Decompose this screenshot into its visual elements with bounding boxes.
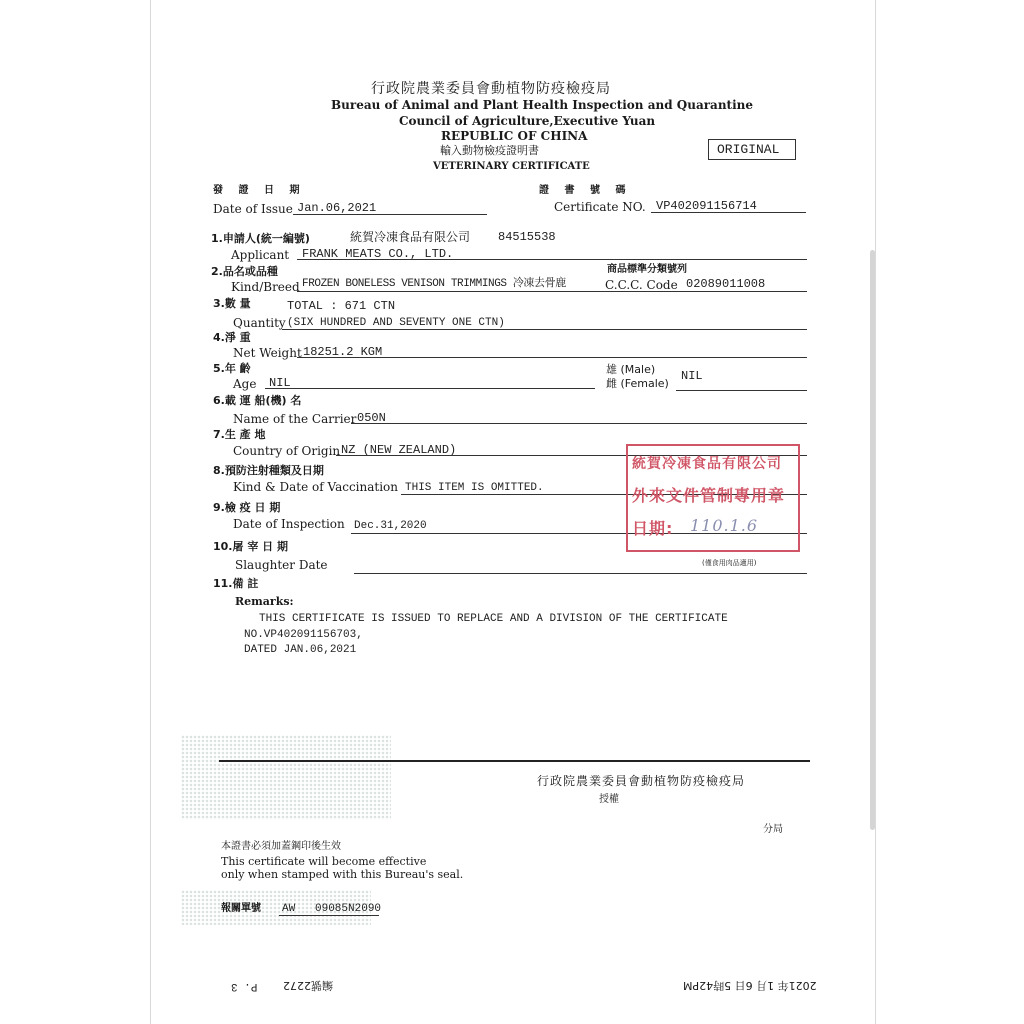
date-of-issue-label-zh: 發 證 日 期 [213,185,306,196]
kind-value: FROZEN BONELESS VENISON TRIMMINGS 冷凍去骨鹿 [302,278,566,290]
stamp-date-handwritten: 110.1.6 [690,516,759,535]
applicant-label-zh: 1.申請人(統一編號) [211,232,310,245]
agency-title-en: Bureau of Animal and Plant Health Inspection and Quarantine [331,98,754,112]
net-weight-value: 18251.2 KGM [303,345,383,359]
country-name: REPUBLIC OF CHINA [441,129,588,143]
footer-authorized: 授權 [599,794,619,805]
origin-label: Country of Origin [233,444,341,458]
fax-timestamp: 2021年 1月 6日 5時42PM [683,979,817,992]
slaughter-note: (僅食用肉品適用) [702,559,757,567]
remarks-line-1: THIS CERTIFICATE IS ISSUED TO REPLACE AND A DIVISION OF THE CERTIFICATE [259,613,728,625]
age-value: NIL [269,376,291,390]
inspection-value: Dec.31,2020 [354,520,427,532]
female-label: 雌 (Female) [606,377,669,390]
original-label: ORIGINAL [717,142,780,157]
certificate-title-en: VETERINARY CERTIFICATE [433,161,590,172]
declaration-value: AW 09085N2090 [282,903,382,915]
remarks-label-zh: 11.備 註 [213,577,259,590]
date-of-issue-value: Jan.06,2021 [297,201,377,215]
fax-page-number: P. 3 [231,980,258,992]
scan-noise [181,735,391,820]
inspection-label-zh: 9.檢 疫 日 期 [213,501,281,514]
kind-label-zh: 2.品名或品種 [211,265,278,278]
council-name: Council of Agriculture,Executive Yuan [399,114,656,128]
inspection-label: Date of Inspection [233,517,345,531]
declaration-label: 報關單號 [221,903,261,914]
carrier-label-zh: 6.載 運 船(機) 名 [213,394,302,407]
fax-serial: 編號2272 [283,979,333,992]
scrollbar[interactable] [870,250,875,830]
kind-label: Kind/Breed [231,280,300,294]
certificate-title-zh: 輸入動物檢疫證明書 [440,144,539,157]
slaughter-label: Slaughter Date [235,558,328,572]
origin-label-zh: 7.生 產 地 [213,428,266,441]
remarks-label: Remarks: [235,595,294,608]
male-label: 雄 (Male) [606,363,656,376]
stamp-company: 統賀冷凍食品有限公司 [632,456,782,472]
certificate-page [150,0,876,1024]
quantity-words: (SIX HUNDRED AND SEVENTY ONE CTN) [287,317,505,329]
applicant-label: Applicant [231,248,290,262]
seal-note-en-2: only when stamped with this Bureau's seal. [221,868,464,881]
slaughter-label-zh: 10.屠 宰 日 期 [213,540,288,553]
seal-note-zh: 本證書必須加蓋鋼印後生效 [221,841,341,852]
vaccination-label: Kind & Date of Vaccination [233,480,399,494]
certificate-no-label-zh: 證 書 號 碼 [539,185,632,196]
vaccination-label-zh: 8.預防注射種類及日期 [213,464,324,477]
certificate-no-label: Certificate NO. [554,200,646,214]
stamp-date-label: 日期: [632,519,674,538]
origin-value: NZ (NEW ZEALAND) [341,443,457,457]
certificate-no-value: VP402091156714 [656,199,757,213]
net-weight-label-zh: 4.淨 重 [213,331,251,344]
remarks-line-2: NO.VP402091156703, [244,629,363,641]
ccc-value: 02089011008 [686,277,766,291]
agency-title-zh: 行政院農業委員會動植物防疫檢疫局 [371,81,611,97]
footer-agency-zh: 行政院農業委員會動植物防疫檢疫局 [537,774,746,788]
ccc-label: C.C.C. Code [605,278,678,292]
quantity-total: TOTAL : 671 CTN [287,299,396,313]
net-weight-label: Net Weight [233,346,302,360]
ccc-label-zh: 商品標準分類號列 [607,264,687,275]
applicant-value: FRANK MEATS CO., LTD. [302,247,454,261]
applicant-value-zh: 統賀冷凍食品有限公司 [350,230,471,244]
seal-note-en-1: This certificate will become effective [221,855,427,868]
carrier-value: 050N [357,411,386,425]
company-stamp [626,444,800,552]
date-of-issue-label: Date of Issue [213,202,293,216]
remarks-line-3: DATED JAN.06,2021 [244,644,357,656]
quantity-label-zh: 3.數 量 [213,297,251,310]
carrier-label: Name of the Carrier [233,412,357,426]
age-label-zh: 5.年 齡 [213,362,251,375]
stamp-purpose: 外來文件管制專用章 [632,486,786,505]
age-label: Age [233,377,257,391]
applicant-id-number: 84515538 [498,230,556,244]
footer-branch: 分局 [763,824,783,835]
vaccination-value: THIS ITEM IS OMITTED. [405,482,544,494]
sex-value: NIL [681,369,703,383]
quantity-label: Quantity [233,316,286,330]
